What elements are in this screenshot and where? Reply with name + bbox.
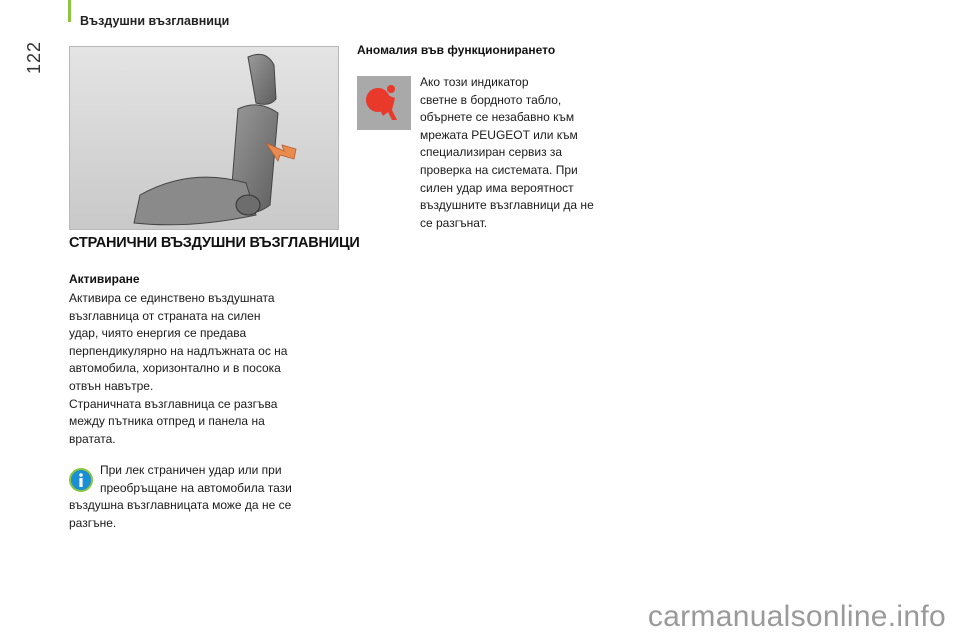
info-note-first: При лек страничен удар или при преобръщане на автомобила тази: [100, 463, 292, 495]
malfunction-paragraph: Ако този индикатор светне в бордното табло, обърнете се незабавно към мрежата PEUGEOT или към специализиран сервиз за проверка на системата. При силен удар има вероятност въздушните възглавници да не се разгънат.: [420, 75, 594, 230]
seat-drawing: [70, 47, 338, 229]
header-title: Въздушни възглавници: [80, 14, 230, 28]
watermark: carmanualsonline.info: [647, 600, 946, 633]
activation-subheading: Активиране: [69, 272, 140, 286]
info-note-rest: въздушна възглавницата може да не се разгъне.: [69, 498, 292, 530]
airbag-warning-indicator: [357, 76, 411, 130]
airbag-warning-icon: [357, 76, 411, 130]
header-accent-bar: [68, 0, 71, 22]
activation-paragraph: Активира се единствено въздушната възглавница от страната на силен удар, чиято енергия се предава перпендикулярно на надлъжната ос на автомобила, хоризонтално и в посока отвън навътре. Страничната възглавница се разгъва между пътника отпред и панела на вратата.: [69, 291, 288, 446]
section-title: СТРАНИЧНИ ВЪЗДУШНИ ВЪЗГЛАВНИЦИ: [69, 235, 360, 251]
info-icon: [69, 468, 93, 492]
seat-illustration: [69, 46, 339, 230]
malfunction-heading: Аномалия във функционирането: [357, 43, 556, 57]
page-number: 122: [24, 40, 44, 74]
